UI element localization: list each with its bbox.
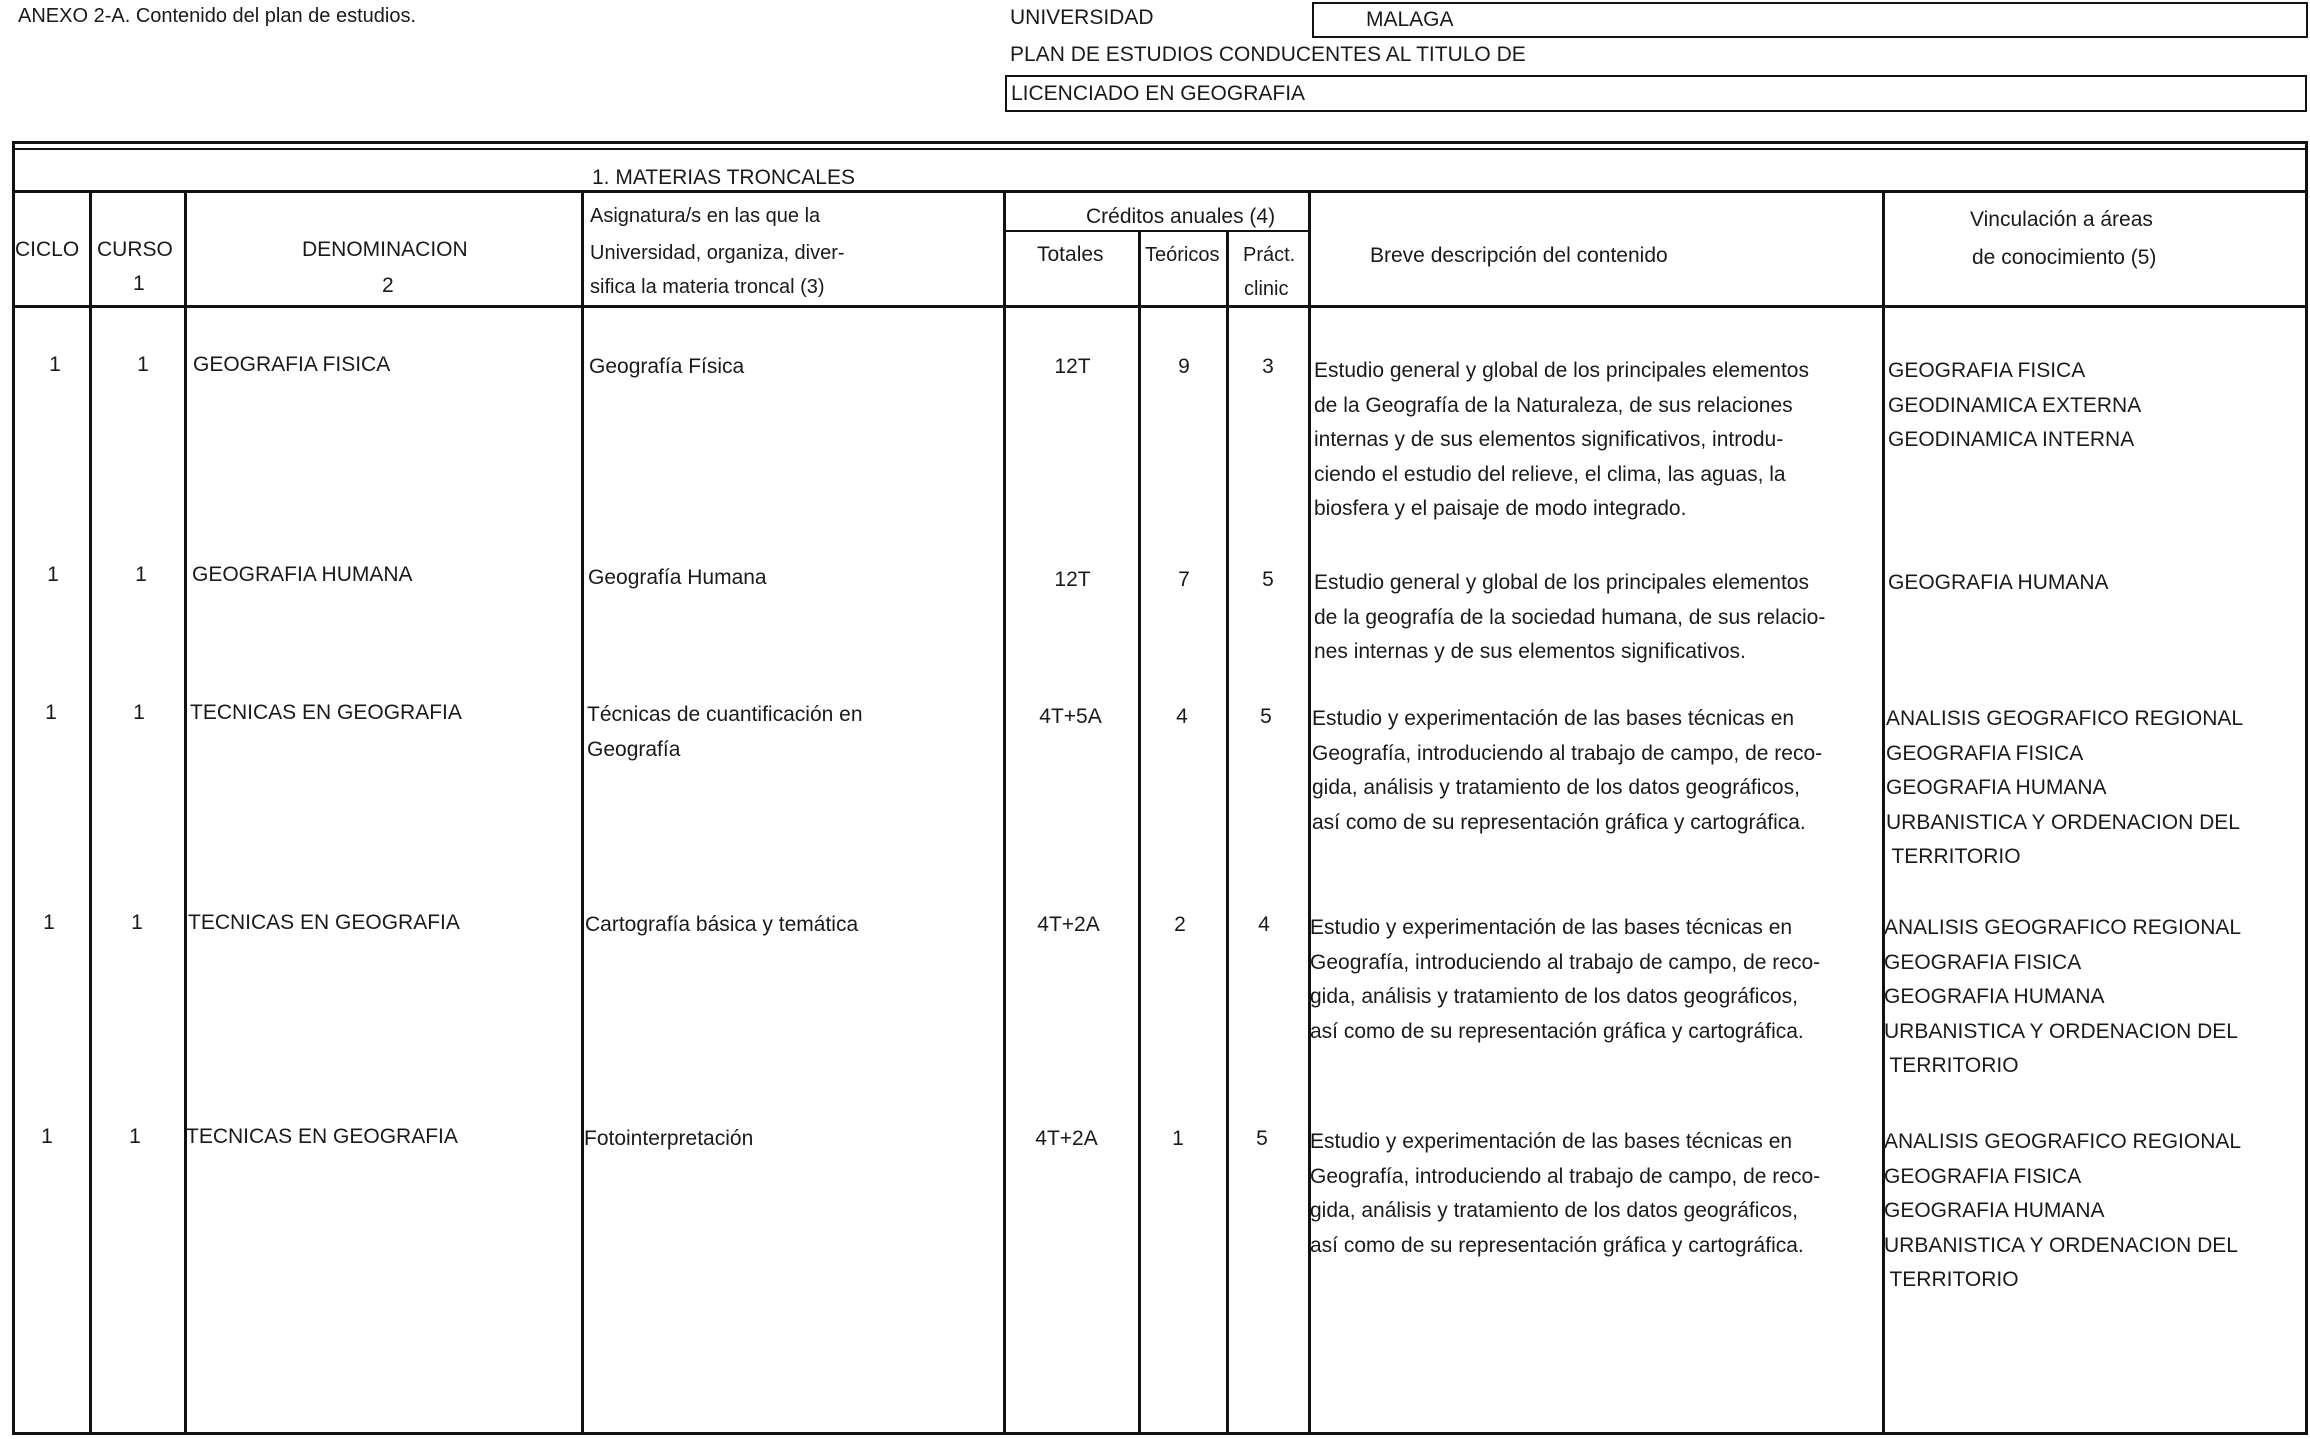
- row-area-line: GEOGRAFIA HUMANA: [1884, 1199, 2105, 1222]
- col-header-denominacion-num: 2: [382, 274, 394, 297]
- row-descripcion-line: así como de su representación gráfica y cartográfica.: [1312, 810, 1806, 834]
- row-area-line: ANALISIS GEOGRAFICO REGIONAL: [1884, 1130, 2242, 1153]
- row-totales: 12T: [1054, 568, 1091, 591]
- row-totales: 4T+2A: [1037, 913, 1100, 936]
- row-denominacion: GEOGRAFIA HUMANA: [192, 563, 413, 586]
- row-asignatura: [585, 908, 858, 943]
- row-curso: 1: [133, 701, 145, 724]
- row-area-line: GEODINAMICA INTERNA: [1888, 428, 2135, 451]
- col-header-practicos-l2: clinic: [1244, 278, 1289, 300]
- row-areas: [1884, 1125, 2241, 1298]
- row-descripcion-line: así como de su representación gráfica y cartográfica.: [1310, 1019, 1804, 1043]
- row-denominacion: GEOGRAFIA FISICA: [193, 353, 391, 376]
- col-header-totales: Totales: [1037, 243, 1104, 266]
- row-practicos: 4: [1258, 913, 1270, 936]
- row-ciclo: 1: [45, 701, 57, 724]
- table-top-inner-rule: [12, 148, 2308, 150]
- col-header-creditos: Créditos anuales (4): [1086, 205, 1276, 228]
- row-area-line: GEODINAMICA EXTERNA: [1888, 393, 2142, 417]
- row-descripcion-line: Geografía, introduciendo al trabajo de campo, de reco-: [1310, 1164, 1821, 1188]
- col-header-practicos-l1: Práct.: [1243, 244, 1296, 266]
- divider-totales-teoricos: [1138, 232, 1141, 1435]
- row-descripcion-line: gida, análisis y tratamiento de los datos geográficos,: [1310, 1199, 1798, 1222]
- row-descripcion-line: ciendo el estudio del relieve, el clima, las aguas, la: [1314, 462, 1786, 486]
- row-area-line: GEOGRAFIA HUMANA: [1886, 776, 2107, 799]
- row-asignatura: [588, 561, 767, 596]
- row-teoricos: 2: [1174, 913, 1186, 936]
- row-descripcion-line: Estudio general y global de los principales elementos: [1314, 359, 1809, 382]
- row-teoricos: 7: [1178, 568, 1190, 591]
- row-practicos: 5: [1262, 568, 1274, 591]
- row-practicos: 5: [1256, 1127, 1268, 1150]
- divider-asignatura-creditos: [1003, 191, 1006, 1435]
- row-descripcion-line: Estudio y experimentación de las bases técnicas en: [1310, 916, 1793, 939]
- row-area-line: GEOGRAFIA FISICA: [1884, 950, 2082, 974]
- row-area-line: URBANISTICA Y ORDENACION DEL: [1886, 810, 2240, 834]
- col-header-asignatura-l2: Universidad, organiza, diver-: [590, 242, 845, 264]
- row-descripcion: [1314, 354, 1809, 527]
- section-title: 1. MATERIAS TRONCALES: [592, 166, 855, 189]
- credits-group-rule: [1003, 230, 1309, 232]
- row-area-line: TERRITORIO: [1884, 1268, 2019, 1291]
- row-asignatura: [584, 1122, 753, 1157]
- university-label: UNIVERSIDAD: [1010, 6, 1154, 29]
- row-ciclo: 1: [41, 1125, 53, 1148]
- row-teoricos: 1: [1172, 1127, 1184, 1150]
- row-areas: [1884, 911, 2241, 1084]
- row-curso: 1: [129, 1125, 141, 1148]
- degree-field: [1005, 75, 2307, 112]
- row-descripcion-line: Estudio y experimentación de las bases técnicas en: [1310, 1130, 1793, 1153]
- row-area-line: ANALISIS GEOGRAFICO REGIONAL: [1886, 707, 2244, 730]
- row-ciclo: 1: [43, 911, 55, 934]
- row-asignatura-line: Geografía: [587, 737, 681, 761]
- row-area-line: URBANISTICA Y ORDENACION DEL: [1884, 1019, 2238, 1043]
- row-area-line: GEOGRAFIA FISICA: [1886, 741, 2084, 765]
- row-descripcion-line: internas y de sus elementos significativos, introdu-: [1314, 428, 1784, 451]
- row-descripcion-line: Estudio general y global de los principales elementos: [1314, 571, 1809, 594]
- row-practicos: 5: [1260, 705, 1272, 728]
- row-ciclo: 1: [49, 353, 61, 376]
- row-teoricos: 9: [1178, 355, 1190, 378]
- row-asignatura-line: Técnicas de cuantificación en: [587, 703, 863, 726]
- row-descripcion: [1312, 702, 1822, 840]
- row-area-line: GEOGRAFIA FISICA: [1888, 359, 2086, 382]
- row-descripcion: [1314, 566, 1825, 670]
- row-asignatura-line: Fotointerpretación: [584, 1127, 754, 1150]
- divider-denominacion-asignatura: [581, 191, 584, 1435]
- row-descripcion-line: gida, análisis y tratamiento de los datos geográficos,: [1310, 985, 1798, 1008]
- col-header-denominacion: DENOMINACION: [302, 238, 468, 261]
- row-descripcion-line: de la Geografía de la Naturaleza, de sus relaciones: [1314, 393, 1793, 417]
- row-denominacion: TECNICAS EN GEOGRAFIA: [186, 1125, 458, 1148]
- row-asignatura-line: Cartografía básica y temática: [585, 913, 859, 936]
- row-areas: [1886, 702, 2243, 875]
- col-header-asignatura-l3: sifica la materia troncal (3): [590, 276, 825, 298]
- row-curso: 1: [135, 563, 147, 586]
- row-area-line: GEOGRAFIA HUMANA: [1884, 985, 2105, 1008]
- row-area-line: GEOGRAFIA HUMANA: [1888, 571, 2109, 594]
- row-descripcion-line: de la geografía de la sociedad humana, de sus relacio-: [1314, 605, 1826, 629]
- row-totales: 4T+5A: [1039, 705, 1102, 728]
- row-asignatura: [587, 698, 863, 767]
- divider-ciclo-curso: [89, 191, 92, 1435]
- university-field: [1312, 2, 2308, 38]
- divider-curso-denominacion: [184, 191, 187, 1435]
- col-header-vinculacion-l2: de conocimiento (5): [1972, 246, 2157, 269]
- degree-value: LICENCIADO EN GEOGRAFIA: [1011, 82, 1306, 105]
- row-area-line: URBANISTICA Y ORDENACION DEL: [1884, 1233, 2238, 1257]
- row-descripcion-line: Geografía, introduciendo al trabajo de campo, de reco-: [1310, 950, 1821, 974]
- row-denominacion: TECNICAS EN GEOGRAFIA: [190, 701, 462, 724]
- row-practicos: 3: [1262, 355, 1274, 378]
- col-header-vinculacion-l1: Vinculación a áreas: [1970, 208, 2153, 231]
- row-curso: 1: [131, 911, 143, 934]
- row-descripcion: [1310, 1125, 1820, 1263]
- row-descripcion-line: así como de su representación gráfica y cartográfica.: [1310, 1233, 1804, 1257]
- header-bottom-rule: [12, 305, 2308, 308]
- row-descripcion-line: biosfera y el paisaje de modo integrado.: [1314, 497, 1687, 520]
- divider-teoricos-practicos: [1226, 232, 1229, 1435]
- row-ciclo: 1: [47, 563, 59, 586]
- col-header-descripcion: Breve descripción del contenido: [1370, 244, 1668, 267]
- col-header-curso: CURSO: [97, 238, 173, 261]
- row-totales: 4T+2A: [1035, 1127, 1098, 1150]
- col-header-teoricos: Teóricos: [1145, 244, 1220, 266]
- row-teoricos: 4: [1176, 705, 1188, 728]
- row-totales: 12T: [1054, 355, 1091, 378]
- row-asignatura: [589, 350, 744, 385]
- row-descripcion-line: Geografía, introduciendo al trabajo de campo, de reco-: [1312, 741, 1823, 765]
- row-descripcion-line: nes internas y de sus elementos significativos.: [1314, 640, 1746, 663]
- row-area-line: TERRITORIO: [1884, 1054, 2019, 1077]
- row-curso: 1: [137, 353, 149, 376]
- col-header-ciclo: CICLO: [15, 238, 80, 261]
- row-areas: [1888, 566, 2109, 601]
- row-asignatura-line: Geografía Humana: [588, 566, 767, 589]
- row-asignatura-line: Geografía Física: [589, 355, 745, 378]
- row-areas: [1888, 354, 2141, 458]
- university-value: MALAGA: [1366, 8, 1454, 31]
- row-descripcion-line: gida, análisis y tratamiento de los datos geográficos,: [1312, 776, 1800, 799]
- row-denominacion: TECNICAS EN GEOGRAFIA: [188, 911, 460, 934]
- row-area-line: TERRITORIO: [1886, 845, 2021, 868]
- plan-label: PLAN DE ESTUDIOS CONDUCENTES AL TITULO DE: [1010, 43, 1526, 66]
- section-title-rule: [12, 190, 2308, 193]
- row-descripcion: [1310, 911, 1820, 1049]
- col-header-asignatura-l1: Asignatura/s en las que la: [590, 205, 821, 227]
- row-area-line: GEOGRAFIA FISICA: [1884, 1164, 2082, 1188]
- annex-title: ANEXO 2-A. Contenido del plan de estudios.: [18, 5, 417, 27]
- col-header-curso-num: 1: [133, 272, 145, 295]
- row-area-line: ANALISIS GEOGRAFICO REGIONAL: [1884, 916, 2242, 939]
- row-descripcion-line: Estudio y experimentación de las bases técnicas en: [1312, 707, 1795, 730]
